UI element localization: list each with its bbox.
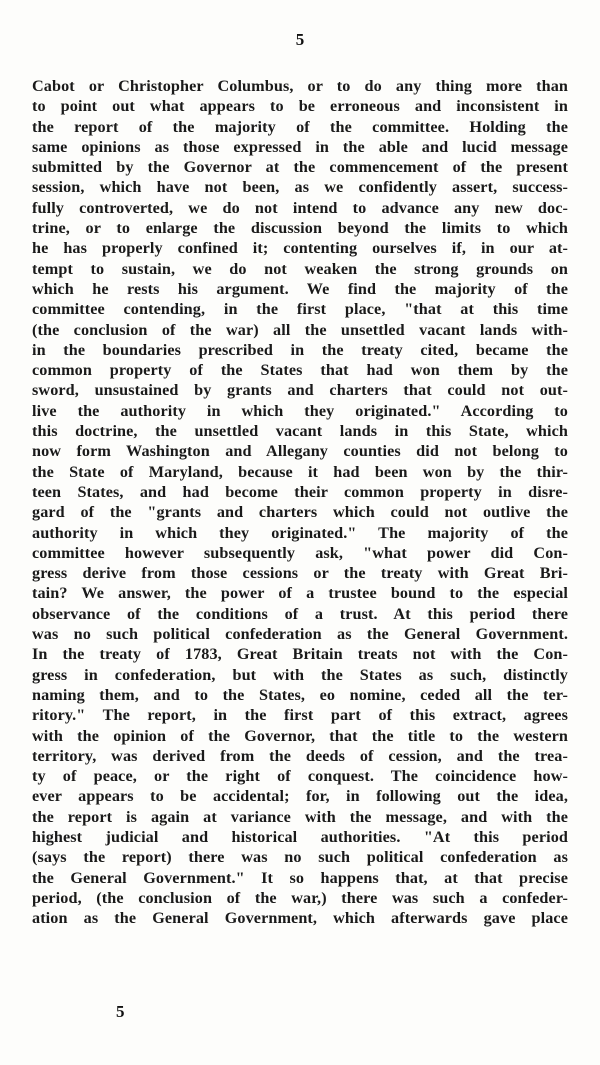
text-line: the General Government." It so happens that, at that precise — [32, 868, 568, 887]
text-line: tempt to sustain, we do not weaken the strong grounds on — [32, 259, 568, 278]
text-line: tain? We answer, the power of a trustee bound to the especial — [32, 584, 568, 603]
text-line: now form Washington and Allegany counties did not belong to — [32, 442, 568, 461]
text-line: with the opinion of the Governor, that the title to the western — [32, 726, 568, 745]
text-line: In the treaty of 1783, Great Britain treats not with the Con- — [32, 645, 568, 664]
text-line: fully controverted, we do not intend to advance any new doc- — [32, 198, 568, 217]
text-line: common property of the States that had won them by the — [32, 361, 568, 380]
text-line: teen States, and had become their common property in disre- — [32, 482, 568, 501]
text-line: (the conclusion of the war) all the unsettled vacant lands with- — [32, 320, 568, 339]
text-line: this doctrine, the unsettled vacant lands in this State, which — [32, 422, 568, 441]
text-line: sword, unsustained by grants and charters that could not out- — [32, 381, 568, 400]
text-line: period, (the conclusion of the war,) there was such a confeder- — [32, 888, 568, 907]
text-line: ty of peace, or the right of conquest. The coincidence how- — [32, 767, 568, 786]
text-line: ation as the General Government, which afterwards gave place — [32, 909, 568, 928]
text-line: was no such political confederation as the General Government. — [32, 625, 568, 644]
text-line: gress derive from those cessions or the treaty with Great Bri- — [32, 564, 568, 583]
text-line: the State of Maryland, because it had been won by the thir- — [32, 462, 568, 481]
text-line: he has properly confined it; contenting ourselves if, in our at- — [32, 239, 568, 258]
text-line: ever appears to be accidental; for, in following out the idea, — [32, 787, 568, 806]
body-text — [32, 76, 568, 928]
text-line: live the authority in which they originated." According to — [32, 401, 568, 420]
text-line: gress in confederation, but with the States as such, distinctly — [32, 665, 568, 684]
text-line: gard of the "grants and charters which could not outlive the — [32, 503, 568, 522]
text-line: observance of the conditions of a trust. At this period there — [32, 604, 568, 623]
text-line: territory, was derived from the deeds of cession, and the trea- — [32, 746, 568, 765]
page-number: 5 — [295, 30, 305, 49]
text-line: session, which have not been, as we confidently assert, success- — [32, 178, 568, 197]
text-line: committee contending, in the first place, "that at this time — [32, 300, 568, 319]
text-line: committee however subsequently ask, "what power did Con- — [32, 543, 568, 562]
text-line: (says the report) there was no such political confederation as — [32, 848, 568, 867]
text-line: in the boundaries prescribed in the treaty cited, became the — [32, 340, 568, 359]
text-line: the report of the majority of the committee. Holding the — [32, 117, 568, 136]
text-line: Cabot or Christopher Columbus, or to do any thing more than — [32, 77, 568, 95]
text-line: trine, or to enlarge the discussion beyond the limits to which — [32, 219, 568, 238]
text-line: which he rests his argument. We find the majority of the — [32, 279, 568, 298]
text-line: same opinions as those expressed in the able and lucid message — [32, 137, 568, 156]
text-line: submitted by the Governor at the commencement of the present — [32, 158, 568, 177]
text-line: the report is again at variance with the message, and with the — [32, 807, 568, 826]
text-line: to point out what appears to be erroneous and inconsistent in — [32, 97, 568, 116]
text-line: naming them, and to the States, eo nomine, ceded all the ter- — [32, 685, 568, 704]
text-line: ritory." The report, in the first part of this extract, agrees — [32, 706, 568, 725]
text-line: authority in which they originated." The majority of the — [32, 523, 568, 542]
signature-mark: 5 — [116, 1002, 125, 1021]
text-line: highest judicial and historical authorities. "At this period — [32, 827, 568, 846]
